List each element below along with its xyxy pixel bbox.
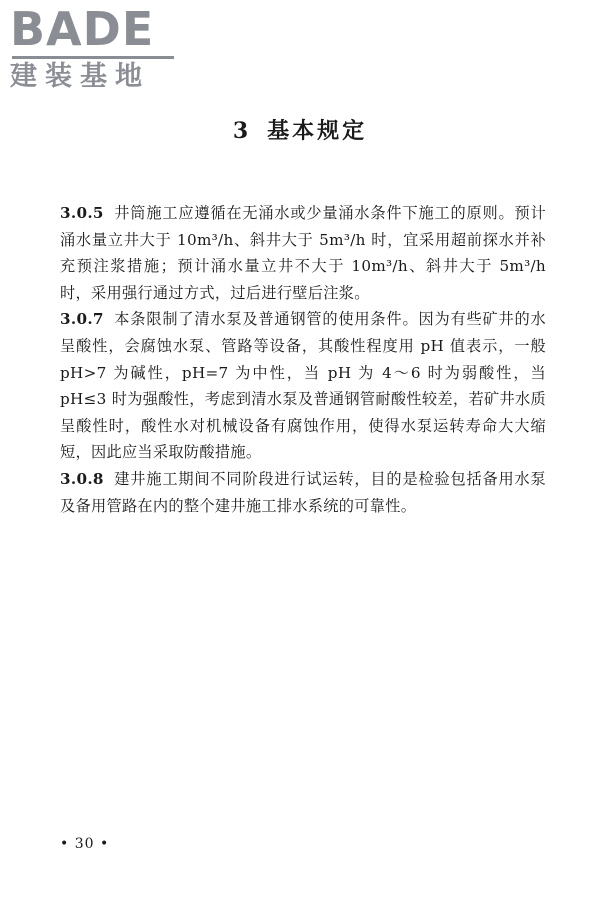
- clause-number: 3.0.8: [60, 469, 104, 488]
- clause-number: 3.0.7: [60, 310, 104, 329]
- body-text: [60, 200, 546, 519]
- clause-3-0-5: [60, 200, 546, 306]
- clause-number: 3.0.5: [60, 204, 104, 222]
- logo-chinese-text: 建装基地: [10, 61, 150, 92]
- page-number: • 30 •: [60, 836, 110, 852]
- chapter-title-text: 基本规定: [267, 118, 368, 144]
- logo-divider: [12, 56, 174, 59]
- clause-text: 井筒施工应遵循在无涌水或少量涌水条件下施工的原则。预计涌水量立井大于 10m³/h、斜井大于 5m³/h 时，宜采用超前探水并补充预注浆措施；预计涌水量立井不大于 10m³/h、斜井大于 5m³/h 时，采用强行通过方式，过后进行壁后注浆。: [60, 204, 546, 302]
- clause-text: 本条限制了清水泵及普通钢管的使用条件。因为有些矿井的水呈酸性，会腐蚀水泵、管路等设备，其酸性程度用 pH 值表示，一般 pH>7 为碱性，pH=7 为中性，当 pH 为 4～6 时为弱酸性，当 pH≤3 时为强酸性，考虑到清水泵及普通钢管耐酸性较差，若矿井水质呈酸性时，酸性水对机械设备有腐蚀作用，使得水泵运转寿命大大缩短，因此应当采取防酸措施。: [60, 310, 546, 462]
- chapter-title: [0, 116, 600, 146]
- clause-3-0-8: [60, 466, 546, 519]
- clause-text: 建井施工期间不同阶段进行试运转，目的是检验包括备用水泵及备用管路在内的整个建井施工排水系统的可靠性。: [60, 469, 546, 515]
- logo-wordmark: BADE: [10, 2, 155, 56]
- clause-3-0-7: [60, 306, 546, 466]
- bade-logo: [10, 2, 180, 92]
- chapter-number: 3: [232, 118, 252, 144]
